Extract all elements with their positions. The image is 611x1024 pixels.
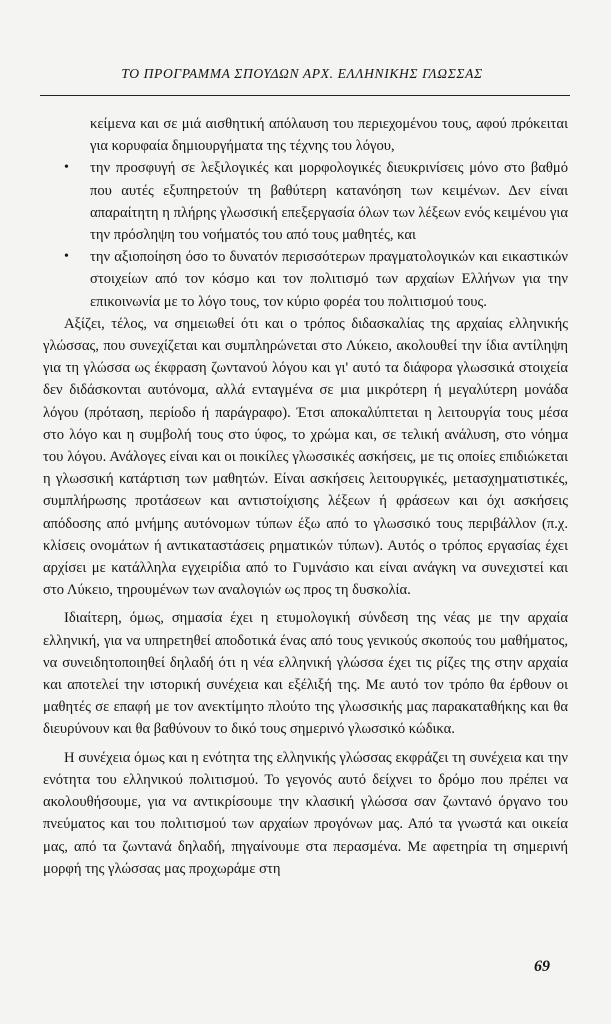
bullet-item-2 [43, 246, 568, 313]
paragraph-3: Η συνέχεια όμως και η ενότητα της ελληνικής γλώσσας εκφράζει τη συνέχεια και την ενότητα του ελληνικού πολιτισμού. Το γεγονός αυτό δείχνει το δρόμο που πρέπει να ακολουθήσουμε, για να αντικρίσουμε την κλασική γλώσσα σαν ζωντανό όργανο του πνεύματος και του πολιτισμού των αρχαίων προγόνων μας. Από τα γνωστά και οικεία μας, από τα ζωντανά δηλαδή, πηγαίνουμε στα περασμένα. Με αφετηρία τη σημερινή μορφή της γλώσσας μας προχωράμε στη [43, 749, 568, 877]
bullet-icon: • [64, 249, 69, 265]
bullet-text-2: την αξιοποίηση όσο το δυνατόν περισσότερων πραγματολογικών και εικαστικών στοιχείων από τον κόσμο και τον πολιτισμό των αρχαίων Ελλήνων για την επικοινωνία με το λόγο τους, τον κύριο φορέα του πολιτισμού τους. [90, 249, 568, 310]
bullet-list [43, 157, 568, 312]
bullet-item-1 [43, 157, 568, 246]
page-body [43, 113, 568, 880]
running-header: ΤΟ ΠΡΟΓΡΑΜΜΑ ΣΠΟΥΔΩΝ ΑΡΧ. ΕΛΛΗΝΙΚΗΣ ΓΛΩΣΣΑΣ [121, 66, 483, 81]
continued-text: κείμενα και σε μιά αισθητική απόλαυση του περιεχομένου τους, αφού πρόκειται για κορυφαία δημιουργήματα της τέχνης του λόγου, [90, 116, 568, 155]
page-number: 69 [534, 958, 550, 975]
paragraph-2: Ιδιαίτερη, όμως, σημασία έχει η ετυμολογική σύνδεση της νέας με την αρχαία ελληνική, για να υπηρετηθεί αποδοτικά ένας από τους γενικούς σκοπούς του μαθήματος, να συνειδητοποιηθεί δηλαδή ότι η νέα ελληνική γλώσσα έχει τις ρίζες της στην αρχαία και αποτελεί την ιστορική συνέχεια και εξέλιξή της. Με αυτό τον τρόπο θα έρθουν οι μαθητές σε επαφή με τον ανεκτίμητο πλούτο της γλωσσικής μας παρακαταθήκης και θα διευρύνουν και θα βαθύνουν το δικό τους σημερινό γλωσσικό κώδικα. [43, 610, 568, 738]
paragraph-1: Αξίζει, τέλος, να σημειωθεί ότι και ο τρόπος διδασκαλίας της αρχαίας ελληνικής γλώσσας, που συνεχίζεται και συμπληρώνεται στο Λύκειο, ακολουθεί την ίδια αντίληψη για τη γλώσσα ως έκφραση ζωντανού λόγου και γι' αυτό τα διάφορα γλωσσικά στοιχεία δεν διδάσκονται αυτόνομα, αλλά ενταγμένα σε μια μικρότερη ή μεγαλύτερη μονάδα λόγου (πρόταση, περίοδο ή παράγραφο). Έτσι αποκαλύπτεται η λειτουργία τους μέσα στο λόγο και η συμβολή τους στο ύφος, το χρώμα και, σε τελική ανάλυση, στο νόημα του λόγου. Ανάλογες είναι και οι ποικίλες γλωσσικές ασκήσεις, με τις οποίες επιδιώκεται η γλωσσική κατάρτιση των μαθητών. Είναι ασκήσεις λειτουργικές, μετασχηματιστικές, συμπλήρωσης προτάσεων και αντιστοίχισης λέξεων ή φράσεων και όχι ασκήσεις απόδοσης από μνήμης αυτόνομων τύπων έξω από το γλωσσικό τους περιβάλλον (π.χ. κλίσεις ονομάτων ή αντικαταστάσεις ρηματικών τύπων). Αυτός ο τρόπος εργασίας έχει αρχίσει με κατάλληλα εγχειρίδια από το Γυμνάσιο και είναι ανάγκη να συνεχιστεί και στο Λύκειο, τηρουμένων των αναλογιών ως προς τη δυσκολία. [43, 315, 568, 599]
bullet-icon: • [64, 160, 69, 176]
header-rule [40, 95, 570, 96]
bullet-text-1: την προσφυγή σε λεξιλογικές και μορφολογικές διευκρινίσεις μόνο στο βαθμό που αυτές εξυπηρετούν τη βαθύτερη κατανόηση των κειμένων. Δεν είναι απαραίτητη η πλήρης γλωσσική επεξεργασία όλων των λέξεων ενός κειμένου για την πρόσληψη του νοήματός του από τους μαθητές, και [90, 160, 568, 244]
